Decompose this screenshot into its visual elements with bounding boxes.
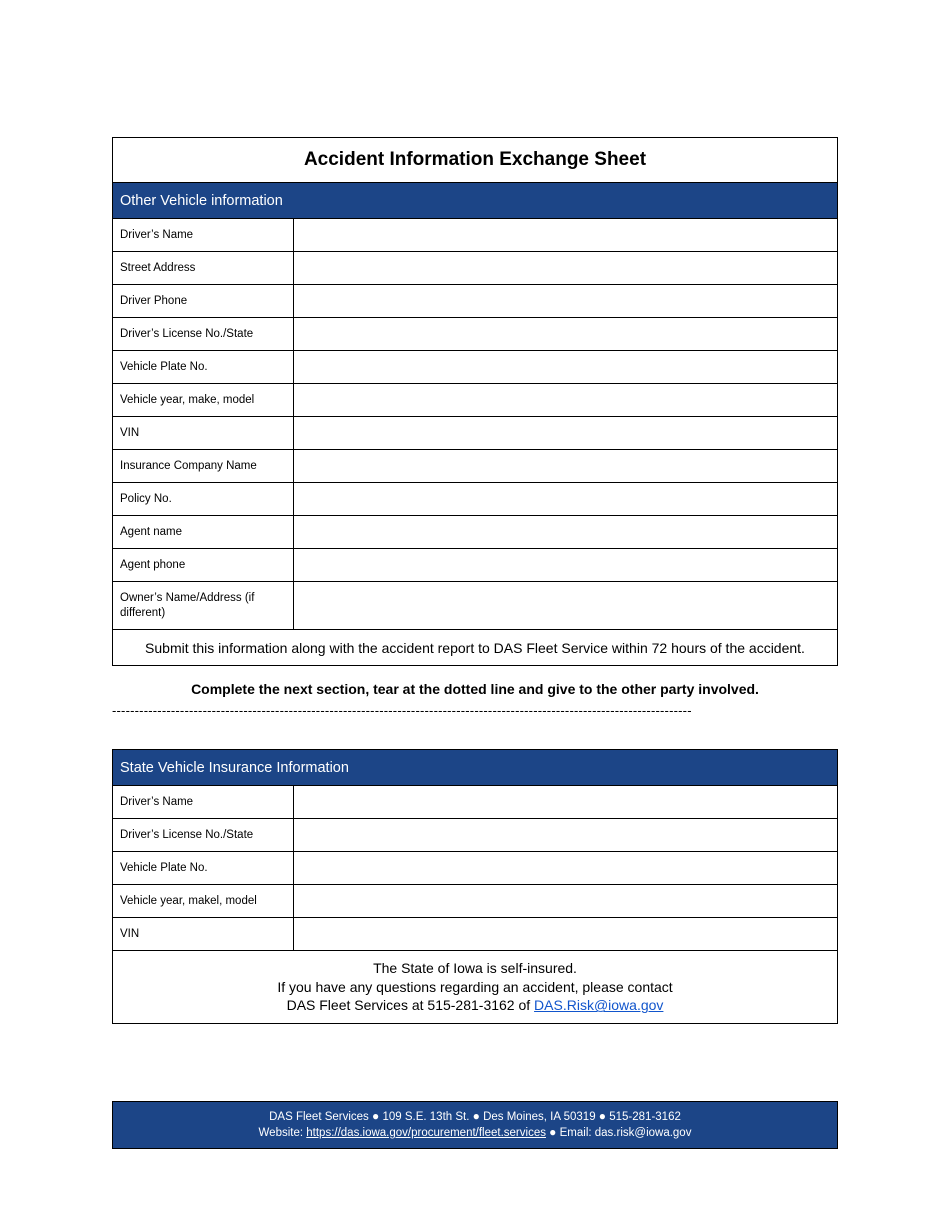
state-vehicle-form [112, 749, 838, 1024]
form-row [113, 852, 837, 885]
state-vehicle-header: State Vehicle Insurance Information [113, 750, 837, 786]
state-vehicle-plate-field[interactable] [294, 852, 837, 884]
footer-website-link[interactable]: https://das.iowa.gov/procurement/fleet.services [306, 1127, 546, 1139]
form-row [113, 819, 837, 852]
drivers-name-field[interactable] [294, 219, 837, 251]
state-drivers-name-field[interactable] [294, 786, 837, 818]
contact-email-link[interactable]: DAS.Risk@iowa.gov [534, 997, 664, 1014]
form-row [113, 219, 837, 252]
field-label: Driver’s License No./State [113, 819, 294, 851]
form-row [113, 483, 837, 516]
bullet-icon: ● [549, 1125, 557, 1139]
form-row [113, 450, 837, 483]
vehicle-plate-field[interactable] [294, 351, 837, 383]
footer-org: DAS Fleet Services [269, 1111, 369, 1123]
footer [112, 1101, 838, 1149]
field-label: Vehicle year, makel, model [113, 885, 294, 917]
drivers-license-field[interactable] [294, 318, 837, 350]
field-label: Owner’s Name/Address (if different) [113, 582, 294, 629]
field-label: VIN [113, 417, 294, 449]
form-row [113, 285, 837, 318]
field-label: VIN [113, 918, 294, 950]
form-row [113, 582, 837, 630]
tear-line: -------------------------------------------------------------------------------------------------------------------------------- [112, 703, 692, 718]
questions-text: If you have any questions regarding an accident, please contact [277, 978, 673, 995]
field-label: Insurance Company Name [113, 450, 294, 482]
contact-info [113, 951, 837, 1023]
field-label: Vehicle year, make, model [113, 384, 294, 416]
form-row [113, 918, 837, 951]
field-label: Driver’s Name [113, 786, 294, 818]
field-label: Driver’s License No./State [113, 318, 294, 350]
insurance-company-field[interactable] [294, 450, 837, 482]
form-row [113, 786, 837, 819]
tear-instruction: Complete the next section, tear at the dotted line and give to the other party involved. [191, 681, 759, 697]
vehicle-year-make-model-field[interactable] [294, 384, 837, 416]
form-row [113, 384, 837, 417]
footer-street: 109 S.E. 13th St. [382, 1111, 470, 1123]
form-row [113, 351, 837, 384]
field-label: Agent name [113, 516, 294, 548]
contact-line [287, 996, 664, 1015]
state-vehicle-year-make-model-field[interactable] [294, 885, 837, 917]
footer-email: Email: das.risk@iowa.gov [559, 1127, 692, 1139]
agent-phone-field[interactable] [294, 549, 837, 581]
driver-phone-field[interactable] [294, 285, 837, 317]
field-label: Street Address [113, 252, 294, 284]
footer-website-label: Website: [258, 1127, 304, 1139]
self-insured-text: The State of Iowa is self-insured. [373, 960, 577, 977]
other-vehicle-form [112, 137, 838, 666]
form-row [113, 885, 837, 918]
footer-web-line [259, 1125, 692, 1141]
other-vehicle-header: Other Vehicle information [113, 183, 837, 219]
form-row [113, 417, 837, 450]
footer-address-line [269, 1109, 681, 1125]
field-label: Driver’s Name [113, 219, 294, 251]
bullet-icon: ● [372, 1109, 380, 1123]
bullet-icon: ● [598, 1109, 607, 1123]
field-label: Driver Phone [113, 285, 294, 317]
footer-phone: 515-281-3162 [609, 1111, 681, 1123]
field-label: Vehicle Plate No. [113, 852, 294, 884]
policy-no-field[interactable] [294, 483, 837, 515]
state-drivers-license-field[interactable] [294, 819, 837, 851]
state-vin-field[interactable] [294, 918, 837, 950]
form-row [113, 318, 837, 351]
field-label: Vehicle Plate No. [113, 351, 294, 383]
form-row [113, 549, 837, 582]
form-row [113, 516, 837, 549]
submission-note: Submit this information along with the accident report to DAS Fleet Service within 72 hours of the accident. [145, 639, 805, 656]
contact-phone-text: DAS Fleet Services at 515-281-3162 of [286, 997, 531, 1014]
field-label: Policy No. [113, 483, 294, 515]
owner-name-address-field[interactable] [294, 582, 837, 629]
field-label: Agent phone [113, 549, 294, 581]
vin-field[interactable] [294, 417, 837, 449]
form-row [113, 252, 837, 285]
footer-city: Des Moines, IA 50319 [483, 1111, 596, 1123]
agent-name-field[interactable] [294, 516, 837, 548]
page-title: Accident Information Exchange Sheet [113, 138, 837, 183]
bullet-icon: ● [472, 1109, 480, 1123]
street-address-field[interactable] [294, 252, 837, 284]
